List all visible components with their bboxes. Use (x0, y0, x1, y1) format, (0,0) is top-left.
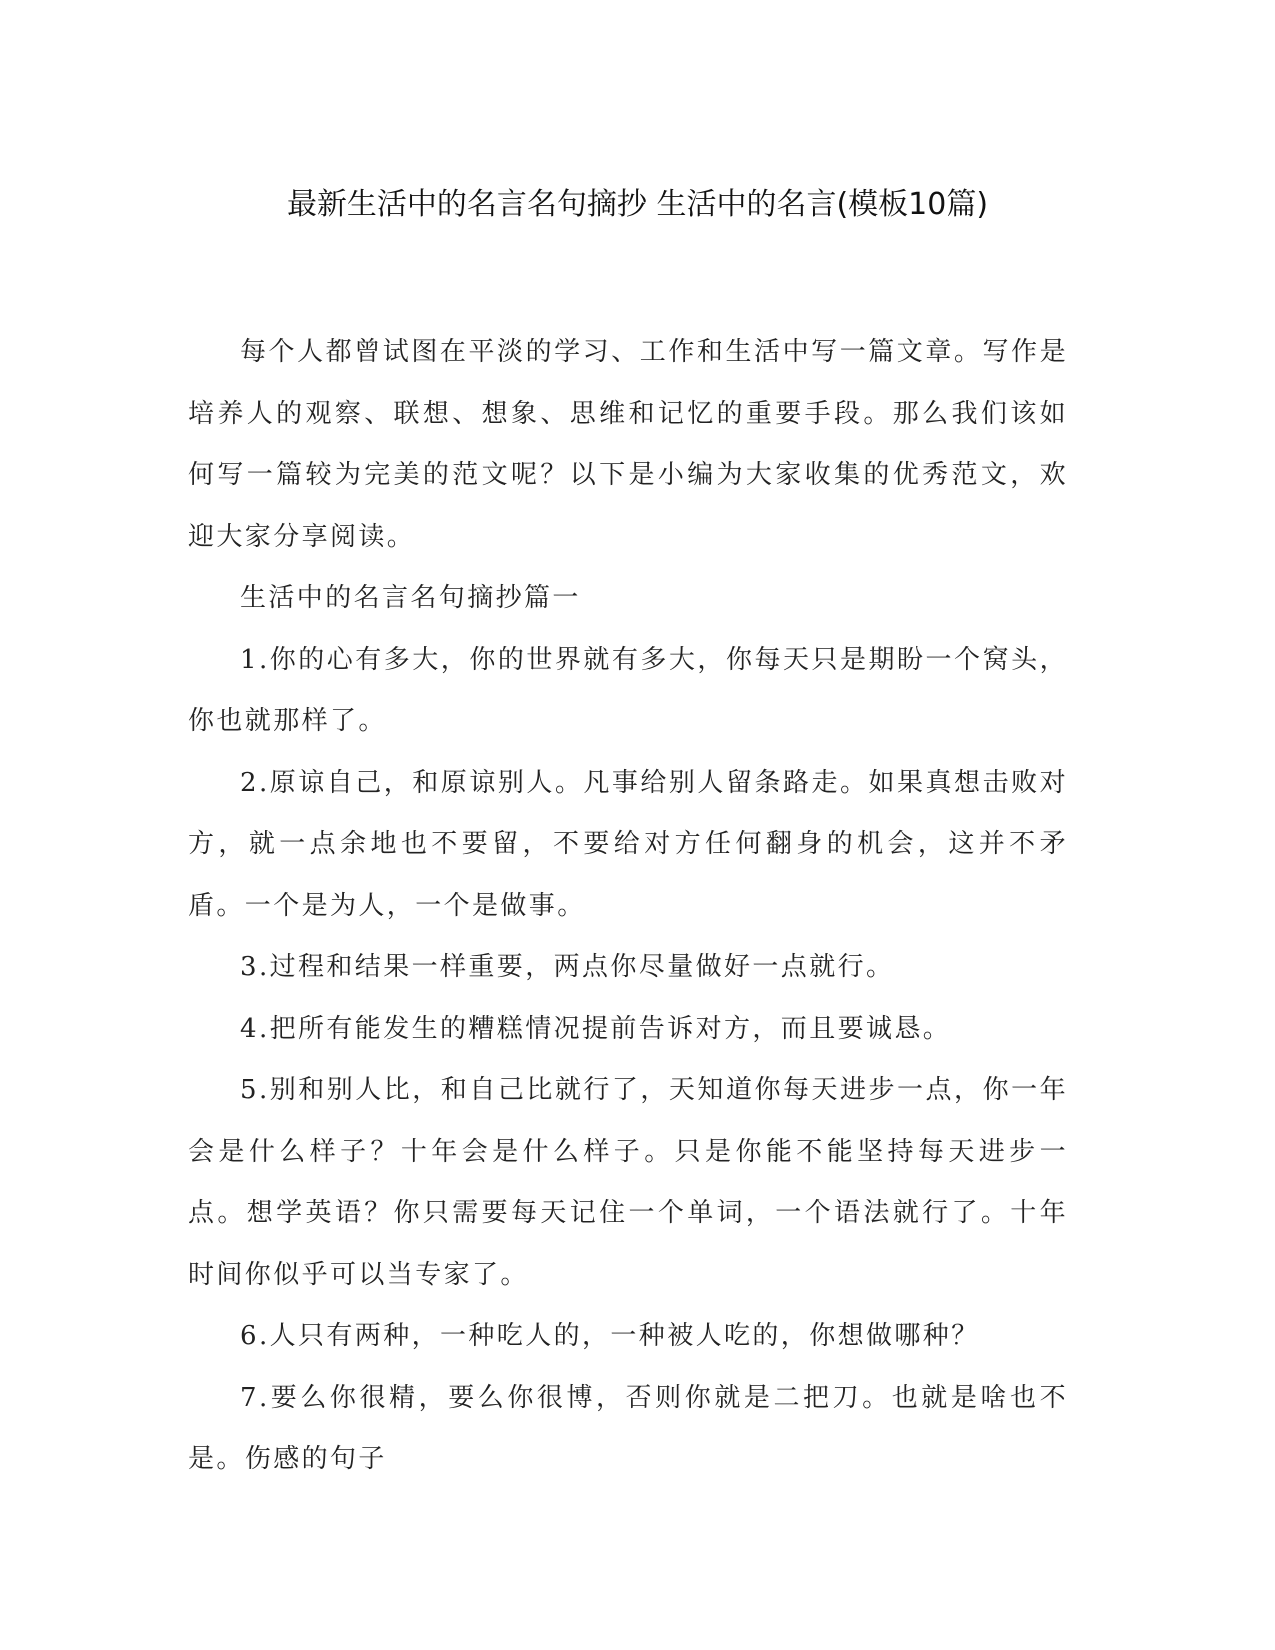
quote-item: 7.要么你很精，要么你很博，否则你就是二把刀。也就是啥也不是。伤感的句子 (188, 1382, 1068, 1474)
quote-item: 3.过程和结果一样重要，两点你尽量做好一点就行。 (240, 952, 895, 982)
document-body (188, 322, 1068, 1491)
intro-paragraph: 每个人都曾试图在平淡的学习、工作和生活中写一篇文章。写作是培养人的观察、联想、想象、思维和记忆的重要手段。那么我们该如何写一篇较为完美的范文呢？以下是小编为大家收集的优秀范文，欢迎大家分享阅读。 (188, 337, 1068, 552)
section-heading: 生活中的名言名句摘抄篇一 (240, 583, 581, 613)
quote-item: 2.原谅自己，和原谅别人。凡事给别人留条路走。如果真想击败对方，就一点余地也不要留，不要给对方任何翻身的机会，这并不矛盾。一个是为人，一个是做事。 (188, 767, 1068, 921)
quote-item: 5.别和别人比，和自己比就行了，天知道你每天进步一点，你一年会是什么样子？十年会是什么样子。只是你能不能坚持每天进步一点。想学英语？你只需要每天记住一个单词，一个语法就行了。十年时间你似乎可以当专家了。 (188, 1075, 1068, 1290)
quote-item: 6.人只有两种，一种吃人的，一种被人吃的，你想做哪种？ (240, 1321, 980, 1351)
quote-item: 4.把所有能发生的糟糕情况提前告诉对方，而且要诚恳。 (240, 1013, 952, 1044)
document-title: 最新生活中的名言名句摘抄 生活中的名言(模板10篇) (286, 187, 989, 222)
quote-item: 1.你的心有多大，你的世界就有多大，你每天只是期盼一个窝头，你也就那样了。 (188, 644, 1068, 736)
